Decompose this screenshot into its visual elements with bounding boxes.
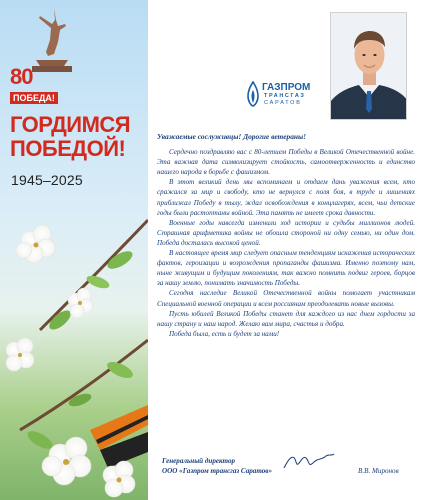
blossom-branch-image [0,200,148,500]
letter-paragraph: Пусть юбилей Великой Победы станет для каждого из нас днем гордости за нашу страну и наш народ. Желаю вам мира, счастья и добра. [157,309,415,328]
signatory-title-line-2: ООО «Газпром трансгаз Саратов» [162,467,273,475]
victory-banner [0,0,148,500]
gazprom-transgaz-saratov-logo [246,81,326,109]
slogan-line-1: ГОРДИМСЯ [10,112,131,137]
badge-word: ПОБЕДА! [10,92,58,104]
signatory-name: В.В. Миронов [358,467,399,475]
letter-paragraph: Сердечно поздравляю вас с 80-летием Победы в Великой Отечественной войне. Эта важная дата символизирует стойкость, самоотверженность и единство нашего народа в борьбе с фашизмом. [157,148,415,177]
banner-slogan [10,113,146,161]
slogan-line-2: ПОБЕДОЙ! [10,136,126,161]
signature-block [162,456,412,476]
portrait-image [331,13,407,120]
letter-paragraph: В настоящее время мир следует опасным тенденциям искажения исторических фактов, героизации и возрождения пропаганды фашизма. Именно поэтому нам, ныне живущим и будущим поколениям, так важно помнить подвиг героев, борцов за нашу землю, понимать значимость Победы. [157,249,415,288]
logo-subtitle-2: САРАТОВ [264,100,302,106]
letter-paragraph: В этот великий день мы вспоминаем и отдаем дань уважения всем, кто сражался за мир и свободу, кто не вернулся с поля боя, в труде и лишениях приближал Победу в тылу, ждал освобождения в концлагерях, всем, чьи детские годы были растоптаны войной. Эта память не имеет срока давности. [157,178,415,217]
logo-subtitle-1: ТРАНСГАЗ [264,93,306,99]
letter-greeting: Уважаемые сослуживцы! Дорогие ветераны! [157,132,306,141]
gazprom-flame-icon [246,81,260,107]
handwritten-signature-icon [280,448,336,474]
banner-years: 1945–2025 [11,172,83,188]
letter-paragraph: Военные годы навсегда изменили ход истории и судьбы миллионов людей. Страшная арифметика войны не обошла стороной ни одну семью, ни один дом. Победа досталась высокой ценой. [157,218,415,247]
logo-name: ГАЗПРОМ [262,82,311,93]
signatory-title-line-1: Генеральный директор [162,457,236,465]
letter-paragraph: Сегодня наследие Великой Отечественной войны помогает участникам Специальной военной операции и всем россиянам преодолевать новые вызовы. [157,289,415,308]
victory-80-badge [10,66,54,106]
motherland-monument-icon [32,6,72,72]
director-portrait [330,12,407,120]
badge-number: 80 [10,64,33,89]
congratulation-letter [157,132,415,339]
letter-paragraph: Победа была, есть и будет за нами! [169,329,280,338]
